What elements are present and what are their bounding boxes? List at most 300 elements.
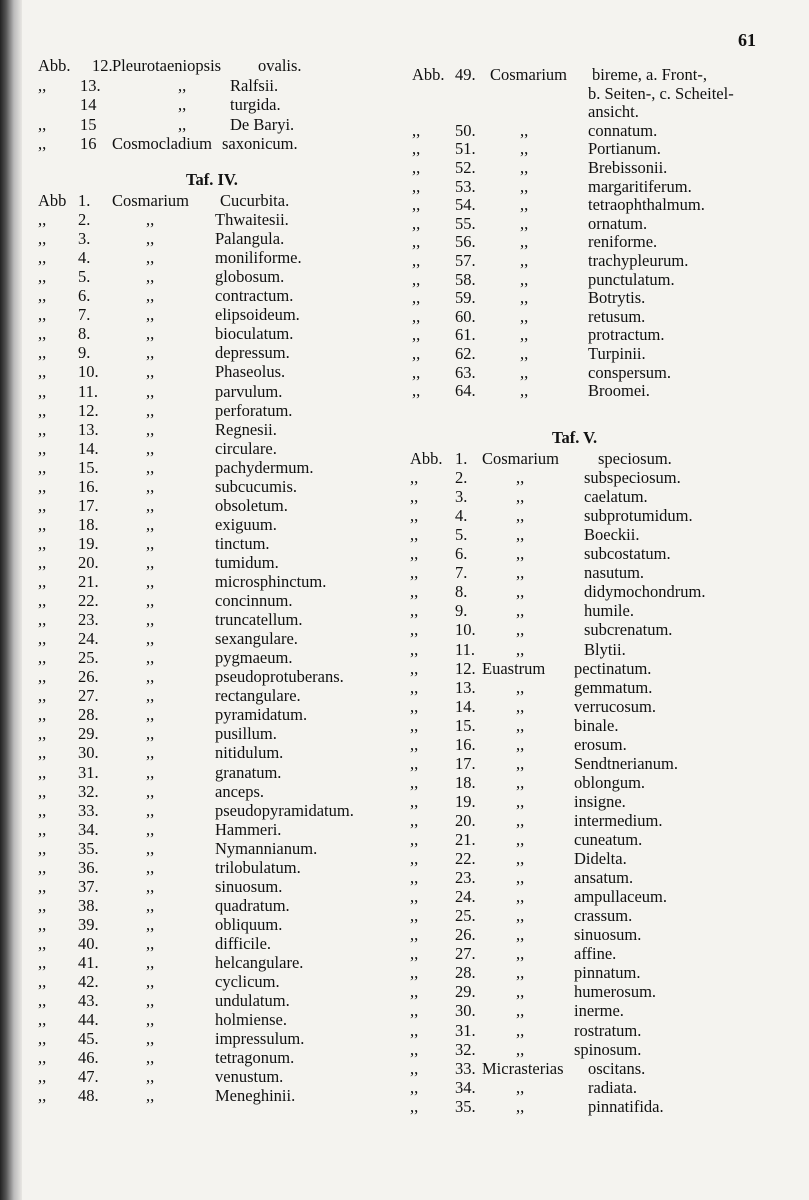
entry-num: 25.: [78, 648, 99, 668]
entry-species: Phaseolus.: [215, 362, 286, 382]
entry-num: 22.: [78, 591, 99, 611]
entry-genus: ,,: [146, 438, 155, 458]
entry-abb: Abb.: [410, 449, 443, 468]
entry-species: subprotumidum.: [584, 506, 693, 526]
entry-genus: ,,: [146, 476, 155, 496]
entry-abb: ,,: [410, 1077, 419, 1097]
entry-abb: ,,: [410, 1058, 419, 1078]
entry-genus: ,,: [146, 953, 155, 972]
entry-genus: ,,: [146, 324, 155, 344]
entry-species: crassum.: [574, 906, 633, 926]
entry-num: 15: [80, 114, 97, 134]
entry-genus: ,,: [516, 677, 525, 697]
entry-genus: ,,: [520, 344, 529, 363]
entry-species: oscitans.: [588, 1058, 646, 1078]
entry-species: trachypleurum.: [588, 251, 689, 270]
entry-num: 46.: [78, 1048, 99, 1068]
entry-species: margaritiferum.: [588, 176, 692, 196]
entry-genus: ,,: [516, 849, 525, 869]
entry-num: 47.: [78, 1067, 99, 1087]
entry-genus: ,,: [146, 876, 155, 896]
entry-genus: ,,: [520, 251, 529, 270]
entry-genus: ,,: [146, 819, 155, 839]
entry-species: nitidulum.: [215, 743, 284, 763]
entry-species: gemmatum.: [574, 677, 653, 697]
entry-species: tumidum.: [215, 552, 279, 572]
entry-num: 59.: [455, 288, 476, 308]
entry-species: punctulatum.: [588, 269, 675, 289]
entry-genus: ,,: [146, 914, 155, 934]
entry-abb: ,,: [38, 686, 47, 706]
entry-genus: ,,: [516, 1096, 525, 1116]
entry-genus: ,,: [146, 1010, 155, 1030]
entry-genus: Pleurotaeniopsis: [112, 56, 222, 75]
entry-genus: ,,: [146, 895, 155, 915]
entry-genus: ,,: [516, 887, 525, 907]
entry-num: 16.: [455, 734, 476, 754]
entry-abb: ,,: [410, 925, 419, 945]
entry-genus: ,,: [516, 982, 525, 1002]
entry-abb: ,,: [410, 1096, 419, 1116]
entry-num: 2.: [78, 210, 91, 230]
entry-abb: ,,: [38, 419, 47, 439]
entry-genus: ,,: [146, 610, 155, 630]
entry-abb: ,,: [38, 114, 47, 134]
entry-num: 61.: [455, 325, 476, 345]
entry-genus: Cosmarium: [482, 449, 559, 468]
entry-species: obsoletum.: [215, 495, 288, 515]
entry-genus: ,,: [520, 213, 529, 233]
entry-genus: ,,: [516, 925, 525, 945]
entry-species: pachydermum.: [215, 457, 314, 477]
entry-abb: ,,: [38, 552, 47, 572]
entry-abb: ,,: [412, 344, 421, 363]
entry-genus: ,,: [146, 514, 155, 534]
entry-num: 58.: [455, 269, 476, 289]
entry-genus: ,,: [520, 288, 529, 308]
entry-species: obliquum.: [215, 914, 283, 934]
entry-num: 44.: [78, 1010, 99, 1030]
entry-species: truncatellum.: [215, 610, 303, 630]
entry-abb: ,,: [410, 715, 419, 735]
entry-abb: ,,: [38, 210, 47, 230]
entry-species: rostratum.: [574, 1020, 642, 1040]
entry-num: 10.: [455, 620, 476, 640]
entry-genus: ,,: [146, 591, 155, 611]
entry-abb: ,,: [410, 601, 419, 621]
entry-genus: ,,: [516, 696, 525, 716]
entry-species: cyclicum.: [215, 972, 280, 992]
entry-species: humerosum.: [574, 982, 657, 1002]
entry-genus: ,,: [516, 868, 525, 888]
entry-species: connatum.: [588, 120, 658, 140]
entry-genus: ,,: [516, 506, 525, 526]
entry-genus: ,,: [146, 495, 155, 515]
entry-abb: ,,: [410, 868, 419, 888]
entry-species: pinnatifida.: [588, 1096, 664, 1116]
entry-abb: ,,: [410, 791, 419, 811]
entry-genus: ,,: [516, 620, 525, 640]
entry-genus: ,,: [146, 648, 155, 668]
entry-species: elipsoideum.: [215, 305, 300, 325]
entry-genus: ,,: [146, 572, 155, 591]
entry-genus: ,,: [516, 601, 525, 621]
entry-num: 43.: [78, 991, 99, 1011]
entry-abb: ,,: [38, 514, 47, 534]
entry-genus: ,,: [146, 210, 155, 230]
entry-species: subcucumis.: [215, 476, 298, 496]
entry-num: 7.: [78, 305, 91, 325]
entry-genus: Euastrum: [482, 658, 546, 678]
entry-abb: ,,: [410, 620, 419, 640]
entry-num: 30.: [455, 1001, 476, 1021]
entry-num: 13.: [80, 75, 101, 95]
entry-species: spinosum.: [574, 1039, 642, 1059]
entry-num: 5.: [455, 525, 468, 545]
entry-abb: ,,: [412, 306, 421, 326]
entry-abb: ,,: [410, 639, 419, 659]
entry-species: pyramidatum.: [215, 705, 308, 725]
entry-species: parvulum.: [215, 381, 283, 401]
entry-species: bireme, a. Front-,: [592, 65, 708, 84]
entry-num: 37.: [78, 876, 99, 896]
entry-genus: ,,: [146, 800, 155, 820]
entry-abb: ,,: [38, 495, 47, 515]
entry-genus: ,,: [146, 762, 155, 782]
entry-num: 13.: [78, 419, 99, 439]
entry-species: oblongum.: [574, 772, 646, 792]
entry-genus: ,,: [146, 286, 155, 306]
entry-species: granatum.: [215, 762, 282, 782]
page-number: 61: [738, 30, 756, 50]
entry-abb: ,,: [410, 1001, 419, 1021]
entry-species: verrucosum.: [574, 696, 657, 716]
entry-abb: ,,: [412, 195, 421, 215]
entry-species: Cucurbita.: [220, 191, 290, 210]
entry-num: 32.: [455, 1039, 476, 1059]
entry-abb: ,,: [38, 591, 47, 611]
entry-num: 63.: [455, 362, 476, 382]
entry-num: 3.: [455, 487, 468, 507]
entry-species: ampullaceum.: [574, 887, 668, 907]
entry-species: Palangula.: [215, 229, 285, 249]
entry-abb: ,,: [38, 286, 47, 306]
entry-num: 53.: [455, 176, 476, 196]
entry-abb: ,,: [38, 610, 47, 630]
entry-genus: ,,: [516, 563, 525, 583]
entry-abb: ,,: [38, 667, 47, 687]
entry-genus: ,,: [146, 229, 155, 249]
entry-abb: ,,: [38, 743, 47, 763]
entry-genus: ,,: [146, 457, 155, 477]
entry-num: 20.: [455, 810, 476, 830]
entry-genus: ,,: [516, 525, 525, 545]
entry-abb: ,,: [38, 229, 47, 249]
entry-num: 9.: [455, 601, 468, 621]
entry-num: 57.: [455, 251, 476, 270]
entry-abb: ,,: [410, 677, 419, 697]
entry-num: 24.: [78, 629, 99, 649]
entry-num: 23.: [78, 610, 99, 630]
entry-species: saxonicum.: [222, 134, 298, 153]
section-heading-taf-iv: Taf. IV.: [186, 170, 238, 189]
entry-species: undulatum.: [215, 991, 290, 1011]
entry-genus: ,,: [146, 743, 155, 763]
entry-num: 35.: [78, 838, 99, 858]
entry-num: 10.: [78, 362, 99, 382]
entry-genus: ,,: [146, 1067, 155, 1087]
entry-species: circulare.: [215, 438, 277, 458]
entry-species: ansatum.: [574, 868, 634, 888]
entry-species: speciosum.: [598, 449, 672, 468]
entry-num: 38.: [78, 895, 99, 915]
entry-species: subcrenatum.: [584, 620, 673, 640]
entry-genus: ,,: [146, 1086, 155, 1106]
entry-species: pygmaeum.: [215, 648, 293, 668]
entry-species: difficile.: [215, 933, 272, 953]
entry-genus: ,,: [146, 362, 155, 382]
entry-num: 8.: [455, 582, 468, 602]
entry-species: Regnesii.: [215, 419, 277, 439]
entry-genus: ,,: [516, 734, 525, 754]
entry-genus: ,,: [516, 1077, 525, 1097]
entry-num: 40.: [78, 933, 99, 953]
entry-num: 4.: [455, 506, 468, 526]
entry-num: 15.: [78, 457, 99, 477]
entry-num: 27.: [455, 944, 476, 964]
entry-abb: Abb: [38, 191, 67, 210]
entry-abb: ,,: [38, 381, 47, 401]
entry-abb: ,,: [412, 251, 421, 270]
entry-abb: ,,: [410, 696, 419, 716]
entry-genus: ,,: [520, 120, 529, 140]
entry-num: 64.: [455, 381, 476, 401]
entry-species: microsphinctum.: [215, 572, 327, 591]
entry-num: 51.: [455, 139, 476, 159]
entry-num: 42.: [78, 972, 99, 992]
entry-genus: ,,: [146, 991, 155, 1011]
entry-abb: ,,: [38, 362, 47, 382]
entry-num: 33.: [455, 1058, 476, 1078]
entry-num: 1.: [455, 449, 468, 468]
entry-species: subspeciosum.: [584, 468, 681, 488]
entry-species: caelatum.: [584, 487, 648, 507]
entry-num: 6.: [78, 286, 91, 306]
entry-species: turgida.: [230, 95, 281, 114]
entry-num: 8.: [78, 324, 91, 344]
entry-num: 23.: [455, 868, 476, 888]
entry-abb: ,,: [410, 830, 419, 849]
entry-genus: ,,: [516, 753, 525, 773]
entry-num: 26.: [78, 667, 99, 687]
entry-abb: Abb.: [412, 65, 445, 84]
entry-abb: ,,: [38, 914, 47, 934]
entry-abb: ,,: [38, 781, 47, 801]
entry-num: 54.: [455, 195, 476, 215]
entry-num: 12.: [455, 658, 476, 678]
entry-genus: ,,: [178, 114, 187, 134]
entry-species: erosum.: [574, 734, 627, 754]
entry-num: 14.: [78, 438, 99, 458]
entry-species: radiata.: [588, 1077, 638, 1097]
entry-species: sinuosum.: [574, 925, 642, 945]
entry-abb: ,,: [38, 457, 47, 477]
entry-genus: ,,: [146, 419, 155, 439]
entry-abb: ,,: [38, 933, 47, 953]
entry-num: 14.: [455, 696, 476, 716]
entry-abb: ,,: [38, 762, 47, 782]
entry-genus: ,,: [516, 1039, 525, 1059]
entry-abb: ,,: [38, 324, 47, 344]
entry-species: insigne.: [574, 791, 626, 811]
entry-abb: ,,: [410, 544, 419, 564]
entry-genus: ,,: [146, 1048, 155, 1068]
entry-abb: ,,: [38, 876, 47, 896]
entry-num: 49.: [455, 65, 476, 84]
entry-genus: ,,: [146, 381, 155, 401]
entry-abb: ,,: [412, 381, 421, 401]
entry-abb: ,,: [410, 563, 419, 583]
entry-num: 56.: [455, 232, 476, 252]
entry-num: 3.: [78, 229, 91, 249]
entry-genus: ,,: [520, 139, 529, 159]
entry-num: 2.: [455, 468, 468, 488]
entry-genus: ,,: [516, 906, 525, 926]
entry-abb: Abb.: [38, 56, 71, 75]
entry-species: moniliforme.: [215, 248, 302, 268]
entry-genus: ,,: [146, 972, 155, 992]
entry-num: 11.: [455, 639, 476, 659]
entry-abb: ,,: [410, 963, 419, 983]
entry-abb: ,,: [412, 288, 421, 308]
entry-species: Thwaitesii.: [215, 210, 289, 230]
entry-genus: ,,: [516, 487, 525, 507]
entry-genus: ,,: [146, 781, 155, 801]
entry-num: 50.: [455, 120, 476, 140]
entry-abb: ,,: [410, 1039, 419, 1059]
entry-genus: ,,: [520, 269, 529, 289]
entry-genus: ,,: [146, 667, 155, 687]
entry-num: 39.: [78, 914, 99, 934]
entry-abb: ,,: [412, 213, 421, 233]
entry-genus: ,,: [520, 158, 529, 177]
entry-genus: ,,: [516, 639, 525, 659]
entry-genus: ,,: [516, 544, 525, 564]
entry-genus: ,,: [520, 195, 529, 215]
entry-genus: Micrasterias: [482, 1058, 564, 1078]
entry-genus: ,,: [146, 724, 155, 744]
entry-species: trilobulatum.: [215, 857, 301, 877]
entry-num: 12.: [78, 400, 99, 420]
entry-species: b. Seiten-, c. Scheitel-: [588, 83, 734, 103]
entry-abb: ,,: [410, 982, 419, 1002]
entry-num: 17.: [78, 495, 99, 515]
entry-num: 31.: [455, 1020, 476, 1040]
entry-num: 60.: [455, 306, 476, 326]
entry-genus: ,,: [178, 95, 187, 114]
entry-genus: ,,: [146, 1029, 155, 1049]
entry-num: 25.: [455, 906, 476, 926]
entry-num: 5.: [78, 267, 91, 287]
entry-num: 14: [80, 95, 97, 114]
entry-species: rectangulare.: [215, 686, 301, 706]
entry-species: subcostatum.: [584, 544, 671, 564]
entry-num: 21.: [78, 572, 99, 591]
entry-genus: ,,: [146, 305, 155, 325]
entry-genus: ,,: [516, 791, 525, 811]
entry-species: exiguum.: [215, 514, 277, 534]
entry-species: ornatum.: [588, 213, 648, 233]
entry-species: Blytii.: [584, 639, 626, 659]
entry-species: pseudoprotuberans.: [215, 667, 344, 687]
entry-num: 62.: [455, 344, 476, 363]
entry-abb: ,,: [38, 800, 47, 820]
entry-species: Hammeri.: [215, 819, 282, 839]
entry-species: tetragonum.: [215, 1048, 295, 1068]
entry-abb: ,,: [38, 838, 47, 858]
entry-genus: ,,: [516, 963, 525, 983]
entry-species: depressum.: [215, 343, 290, 363]
entry-num: 52.: [455, 158, 476, 177]
entry-num: 35.: [455, 1096, 476, 1116]
entry-species: Didelta.: [574, 849, 627, 869]
entry-abb: ,,: [410, 944, 419, 964]
entry-species: ansicht.: [588, 102, 639, 122]
entry-abb: ,,: [38, 1067, 47, 1087]
entry-num: 19.: [455, 791, 476, 811]
entry-species: tetraophthalmum.: [588, 195, 705, 215]
entry-species: concinnum.: [215, 591, 293, 611]
entry-abb: ,,: [38, 705, 47, 725]
entry-num: 17.: [455, 753, 476, 773]
entry-abb: ,,: [410, 753, 419, 773]
entry-num: 28.: [455, 963, 476, 983]
entry-abb: ,,: [38, 343, 47, 363]
entry-abb: ,,: [410, 487, 419, 507]
entry-species: Botrytis.: [588, 288, 646, 308]
entry-species: tinctum.: [215, 533, 270, 553]
entry-species: binale.: [574, 715, 619, 735]
entry-species: pusillum.: [215, 724, 277, 744]
entry-abb: ,,: [412, 232, 421, 252]
entry-abb: ,,: [38, 857, 47, 877]
entry-abb: ,,: [412, 362, 421, 382]
entry-genus: ,,: [178, 75, 187, 95]
entry-species: nasutum.: [584, 563, 645, 583]
entry-abb: ,,: [38, 1029, 47, 1049]
entry-genus: ,,: [516, 582, 525, 602]
entry-abb: ,,: [38, 305, 47, 325]
entry-abb: ,,: [410, 849, 419, 869]
entry-num: 33.: [78, 800, 99, 820]
entry-num: 1.: [78, 191, 91, 210]
entry-species: cuneatum.: [574, 830, 643, 849]
entry-abb: ,,: [410, 525, 419, 545]
entry-num: 6.: [455, 544, 468, 564]
entry-abb: ,,: [410, 772, 419, 792]
entry-genus: Cosmarium: [112, 191, 189, 210]
entry-genus: ,,: [146, 248, 155, 268]
entry-species: pseudopyramidatum.: [215, 800, 354, 820]
entry-abb: ,,: [412, 120, 421, 140]
entry-abb: ,,: [38, 895, 47, 915]
entry-abb: ,,: [410, 887, 419, 907]
entry-species: bioculatum.: [215, 324, 294, 344]
entry-abb: ,,: [38, 972, 47, 992]
entry-abb: ,,: [412, 269, 421, 289]
entry-abb: ,,: [410, 658, 419, 678]
entry-genus: ,,: [146, 857, 155, 877]
